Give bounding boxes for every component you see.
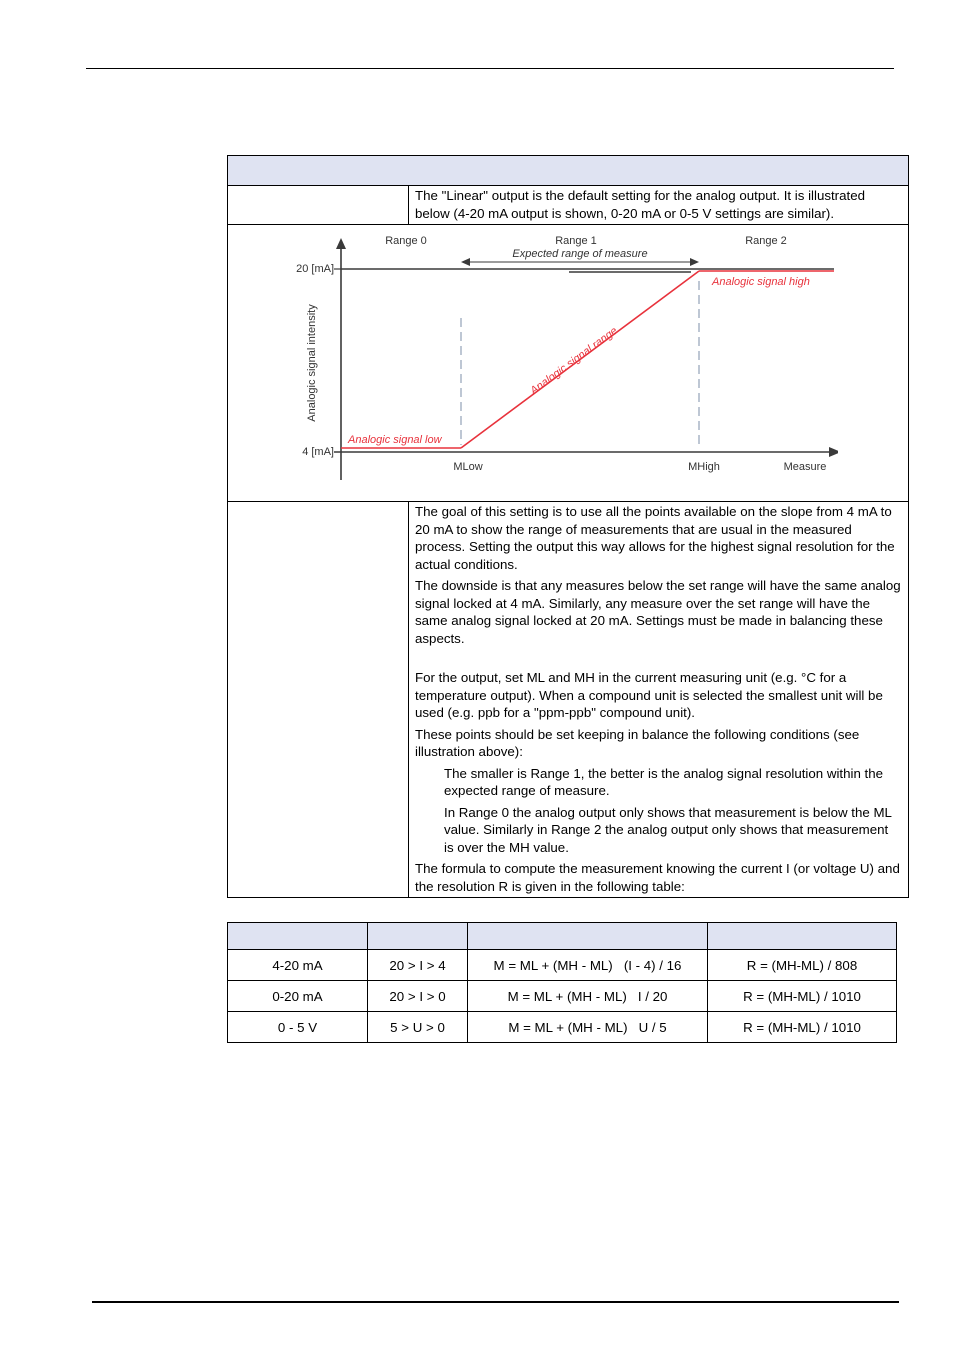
expected-range-arrow-right bbox=[690, 258, 699, 266]
paragraph-formula: The formula to compute the measurement knowing the current I (or voltage U) and the resolution R is given in the following table: bbox=[415, 861, 900, 894]
resolution-formula-cell: R = (MH-ML) / 808 bbox=[708, 950, 897, 981]
bullet-range-1: The smaller is Range 1, the better is the analog signal resolution within the expected range of measure. bbox=[444, 765, 884, 798]
table-row bbox=[228, 950, 897, 981]
y-axis-label: Analogic signal intensity bbox=[306, 304, 318, 422]
intro-label-cell bbox=[228, 186, 409, 224]
signal-range-label: Analogic signal range bbox=[528, 324, 620, 398]
description-label-cell bbox=[228, 502, 409, 897]
resolution-formula-cell: R = (MH-ML) / 1010 bbox=[708, 1012, 897, 1043]
header-cell bbox=[368, 923, 468, 950]
setting-panel bbox=[227, 155, 909, 898]
description-text-cell bbox=[409, 502, 908, 897]
description-row bbox=[228, 502, 908, 897]
intro-text: The "Linear" output is the default setting for the analog output. It is illustrated below (4-20 mA output is shown, 0-20 mA or 0-5 V settings are similar). bbox=[415, 188, 865, 221]
range-0-label: Range 0 bbox=[385, 235, 427, 247]
tick-label-20ma: 20 [mA] bbox=[296, 263, 334, 275]
measurement-formula-cell: M = ML + (MH - ML) I / 20 bbox=[468, 981, 708, 1012]
header-rule bbox=[86, 68, 894, 69]
header-cell bbox=[468, 923, 708, 950]
intro-text-cell bbox=[409, 186, 908, 224]
paragraph-conditions: These points should be set keeping in balance the following conditions (see illustration above): bbox=[415, 726, 860, 759]
mhigh-label: MHigh bbox=[688, 461, 720, 473]
output-type-cell: 0-20 mA bbox=[228, 981, 368, 1012]
header-cell bbox=[708, 923, 897, 950]
paragraph-goal: The goal of this setting is to use all the points available on the slope from 4 mA to 20 mA to show the range of measurements that are usual in the measured process. Setting the output this way allows for the highest signal resolution for the actual conditions. bbox=[415, 504, 895, 572]
bullet-range-0-2: In Range 0 the analog output only shows that measurement is below the ML value. Similarly in Range 2 the analog output only shows that measurement is over the MH value. bbox=[444, 804, 892, 855]
paragraph-downside: The downside is that any measures below the set range will have the same analog signal locked at 4 mA. Similarly, any measure over the set range will have the same analog signal locked at 20 mA. Settings must be made in balancing these aspects. bbox=[415, 578, 901, 646]
y-axis-arrow bbox=[336, 238, 346, 249]
range-2-label: Range 2 bbox=[745, 235, 787, 247]
header-cell bbox=[228, 923, 368, 950]
panel-header-band bbox=[228, 156, 908, 186]
tick-label-4ma: 4 [mA] bbox=[302, 446, 334, 458]
table-row bbox=[228, 981, 897, 1012]
input-range-cell: 20 > I > 4 bbox=[368, 950, 468, 981]
range-1-label: Range 1 bbox=[555, 235, 597, 247]
measurement-formula-cell: M = ML + (MH - ML) U / 5 bbox=[468, 1012, 708, 1043]
output-type-cell: 4-20 mA bbox=[228, 950, 368, 981]
x-axis-arrow bbox=[829, 447, 838, 457]
paragraph-units: For the output, set ML and MH in the current measuring unit (e.g. °C for a temperature output). When a compound unit is selected the smallest unit will be used (e.g. ppb for a "ppm-ppb" compound unit). bbox=[415, 670, 883, 720]
footer-rule bbox=[92, 1301, 899, 1303]
input-range-cell: 20 > I > 0 bbox=[368, 981, 468, 1012]
signal-low-label: Analogic signal low bbox=[348, 434, 442, 446]
formula-table bbox=[227, 922, 897, 1043]
linear-output-diagram bbox=[278, 235, 838, 493]
table-header-row bbox=[228, 923, 897, 950]
intro-row bbox=[228, 186, 908, 225]
resolution-formula-cell: R = (MH-ML) / 1010 bbox=[708, 981, 897, 1012]
input-range-cell: 5 > U > 0 bbox=[368, 1012, 468, 1043]
linear-output-figure bbox=[228, 225, 908, 502]
measure-label: Measure bbox=[783, 461, 827, 473]
output-type-cell: 0 - 5 V bbox=[228, 1012, 368, 1043]
measurement-formula-cell: M = ML + (MH - ML) (I - 4) / 16 bbox=[468, 950, 708, 981]
signal-high-label: Analogic signal high bbox=[712, 276, 810, 288]
expected-range-label: Expected range of measure bbox=[512, 248, 648, 260]
expected-range-arrow-left bbox=[461, 258, 470, 266]
mlow-label: MLow bbox=[453, 461, 483, 473]
table-row bbox=[228, 1012, 897, 1043]
